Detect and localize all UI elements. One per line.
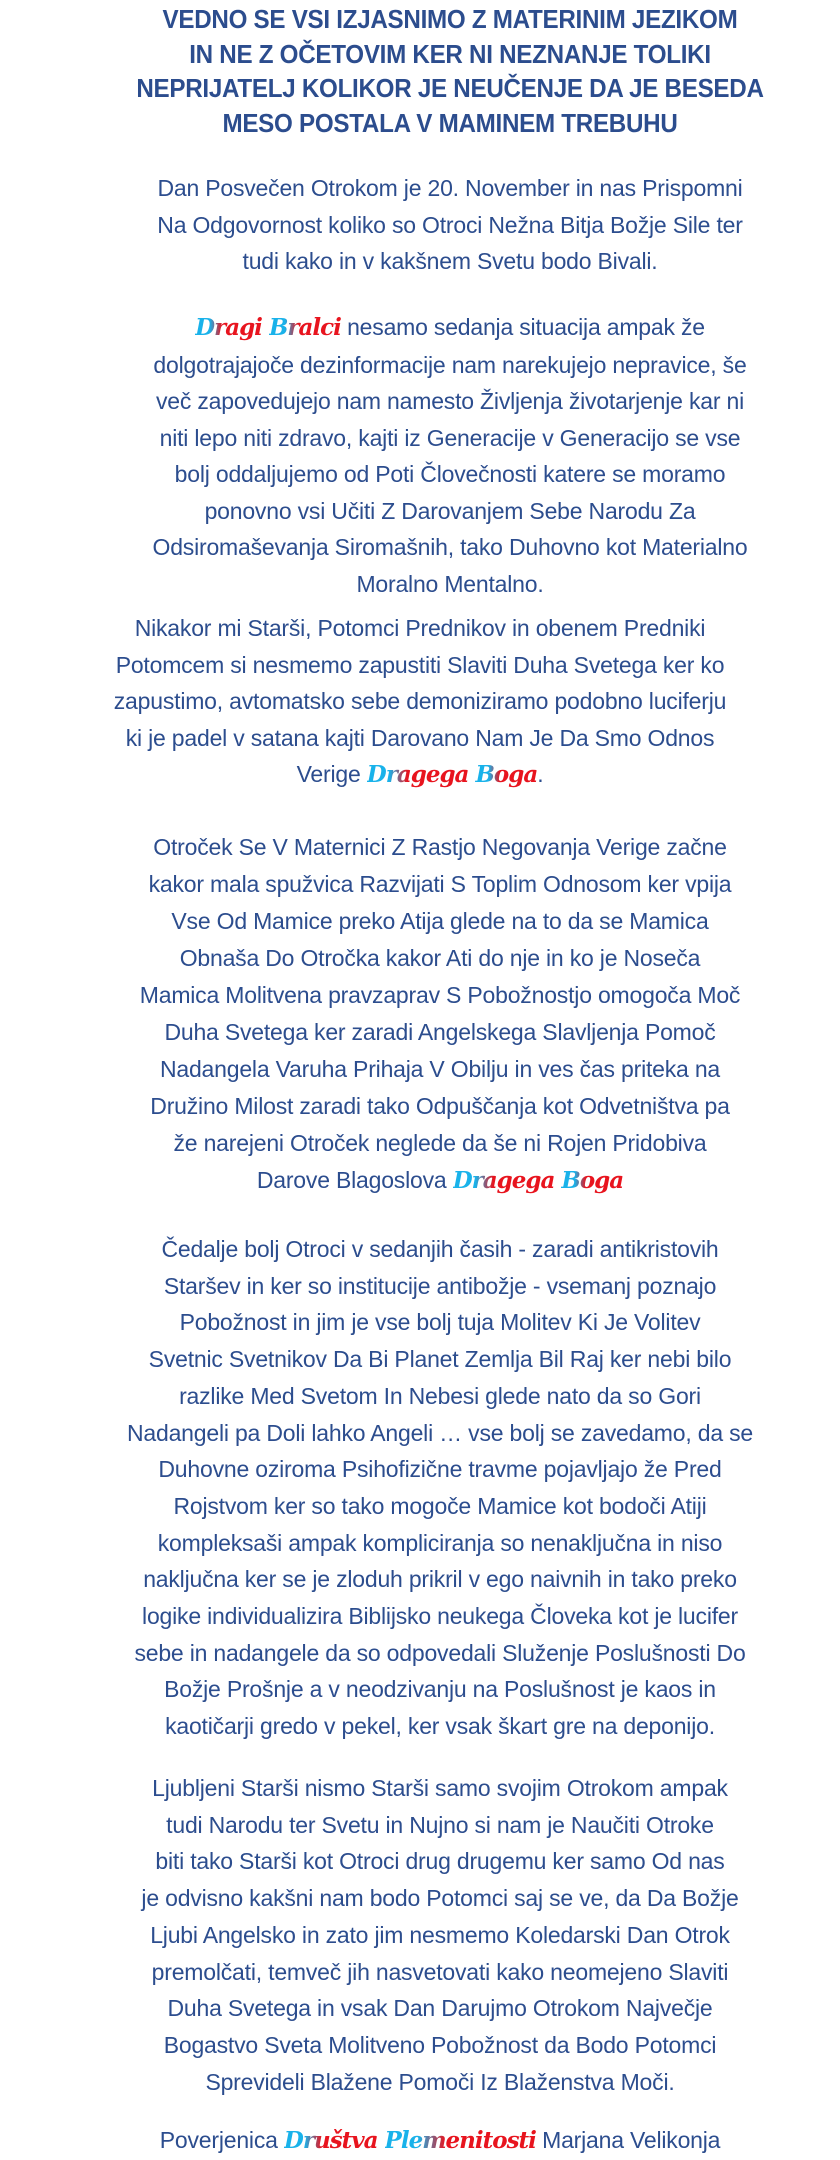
heading-line: MESO POSTALA V MAMINEM TREBUHU xyxy=(222,107,678,138)
text-line: kakor mala spužvica Razvijati S Toplim Odnosom ker vpija xyxy=(148,871,732,897)
text-segment: . xyxy=(537,761,544,787)
highlight-word: Dragega xyxy=(453,1162,555,1199)
text-line: Na Odgovornost koliko so Otroci Nežna Bitja Božje Sile ter xyxy=(157,211,743,238)
text-line: ki je padel v satana kajti Darovano Nam Je Da Smo Odnos xyxy=(125,724,715,751)
text-line: razlike Med Svetom In Nebesi glede nato da so Gori xyxy=(179,1382,701,1409)
text-line xyxy=(0,756,840,794)
highlight-word: Bralci xyxy=(269,310,341,347)
text-line: Rojstvom ker so tako mogoče Mamice kot bodoči Atiji xyxy=(173,1492,707,1519)
decorative-highlight xyxy=(195,314,341,341)
text-segment: Verige xyxy=(296,761,367,787)
highlight-word: Dragi xyxy=(195,310,262,347)
highlight-word: Dragega xyxy=(367,757,469,794)
text-line xyxy=(30,309,840,347)
text-line: sebe in nadangele da so odpovedali Služenje Poslušnosti Do xyxy=(134,1639,746,1666)
paragraph xyxy=(20,829,840,1199)
paragraph xyxy=(20,1231,840,1745)
paragraph xyxy=(20,2122,840,2160)
document-heading xyxy=(59,2,840,140)
text-line: Duha Svetega in vsak Dan Darujmo Otrokom Največje xyxy=(167,1995,713,2022)
text-line: premolčati, temveč jih nasvetovati kako neomejeno Slaviti xyxy=(151,1958,729,1985)
text-line: Ljubljeni Starši nismo Starši samo svojim Otrokom ampak xyxy=(152,1775,728,1801)
text-line: Nadangeli pa Doli lahko Angeli … vse bolj se zavedamo, da se xyxy=(127,1419,753,1446)
text-line: Ljubi Angelsko in zato jim nesmemo Koledarski Dan Otrok xyxy=(150,1921,730,1948)
highlight-word: Boga xyxy=(475,757,537,794)
paragraph xyxy=(30,309,840,602)
text-line: Duha Svetega ker zaradi Angelskega Slavljenja Pomoč xyxy=(164,1019,716,1045)
text-line: naključna ker se je zloduh prikril v ego naivnih in tako preko xyxy=(143,1566,737,1593)
highlight-word: Društva xyxy=(284,2123,378,2160)
text-line: že narejeni Otroček neglede da še ni Rojen Pridobiva xyxy=(173,1130,707,1156)
heading-line: VEDNO SE VSI IZJASNIMO Z MATERINIM JEZIKOM xyxy=(162,4,738,34)
text-segment: nesamo sedanja situacija ampak že xyxy=(340,314,705,340)
text-line: Božje Prošnje a v neodzivanju na Poslušnost je kaos in xyxy=(164,1676,716,1703)
text-line: niti lepo niti zdravo, kajti iz Generacije v Generacijo se vse xyxy=(159,424,741,451)
highlight-word: Boga xyxy=(561,1162,623,1199)
text-line: kompleksaši ampak kompliciranja so nenaključna in niso xyxy=(157,1529,723,1556)
text-line: bolj oddaljujemo od Poti Človečnosti katere se moramo xyxy=(174,461,726,487)
text-line: Pobožnost in jim je vse bolj tuja Molitev Ki Je Volitev xyxy=(179,1309,701,1336)
highlight-word: Plemenitosti xyxy=(385,2123,536,2160)
text-line: Nadangela Varuha Prihaja V Obilju in ves čas priteka na xyxy=(159,1056,721,1082)
text-line: Družino Milost zaradi tako Odpuščanja kot Odvetništva pa xyxy=(150,1093,730,1119)
text-line: ponovno vsi Učiti Z Darovanjem Sebe Narodu Za xyxy=(204,497,696,524)
text-line: dolgotrajajoče dezinformacije nam narekujejo nepravice, še xyxy=(153,351,747,378)
text-line: logike individualizira Biblijsko neukega Človeka kot je lucifer xyxy=(142,1603,738,1630)
text-line: Duhovne oziroma Psihofizične travme pojavljajo že Pred xyxy=(158,1456,722,1483)
text-line: Vse Od Mamice preko Atija glede na to da se Mamica xyxy=(171,908,709,934)
paragraph xyxy=(0,610,840,794)
heading-line: NEPRIJATELJ KOLIKOR JE NEUČENJE DA JE BESEDA xyxy=(136,73,764,103)
decorative-highlight xyxy=(367,761,537,788)
text-line: Otroček Se V Maternici Z Rastjo Negovanja Verige začne xyxy=(153,834,727,860)
text-line: Nikakor mi Starši, Potomci Prednikov in obenem Predniki xyxy=(134,615,706,641)
text-line: Odsiromaševanja Siromašnih, tako Duhovno kot Materialno xyxy=(152,534,748,560)
text-line: Moralno Mentalno. xyxy=(356,570,544,597)
decorative-highlight xyxy=(453,1167,623,1194)
text-segment: Darove Blagoslova xyxy=(256,1167,453,1193)
text-line xyxy=(20,2122,840,2160)
text-line: več zapovedujejo nam namesto Življenja životarjenje kar ni xyxy=(156,388,744,414)
text-line: Potomcem si nesmemo zapustiti Slaviti Duha Svetega ker ko xyxy=(115,651,725,678)
paragraph xyxy=(20,1770,840,2100)
text-segment: Poverjenica xyxy=(159,2127,284,2153)
paragraph xyxy=(30,170,840,280)
text-line: tudi Narodu ter Svetu in Nujno si nam je Naučiti Otroke xyxy=(166,1811,714,1838)
text-line: Dan Posvečen Otrokom je 20. November in nas Prispomni xyxy=(157,175,743,201)
text-line: Svetnic Svetnikov Da Bi Planet Zemlja Bil Raj ker nebi bilo xyxy=(148,1346,732,1373)
text-line: Mamica Molitvena pravzaprav S Pobožnostjo omogoča Moč xyxy=(139,982,741,1008)
text-line: Čedalje bolj Otroci v sedanjih časih - zaradi antikristovih xyxy=(161,1236,719,1262)
text-line: biti tako Starši kot Otroci drug drugemu ker samo Od nas xyxy=(155,1848,725,1875)
text-line: Obnaša Do Otročka kakor Ati do nje in ko je Noseča xyxy=(179,945,701,971)
text-line: tudi kako in v kakšnem Svetu bodo Bivali. xyxy=(242,248,658,274)
text-line: kaotičarji gredo v pekel, ker vsak škart gre na deponijo. xyxy=(165,1713,715,1740)
text-line: je odvisno kakšni nam bodo Potomci saj se ve, da Da Božje xyxy=(141,1885,739,1912)
text-line: Staršev in ker so institucije antibožje - vsemanj poznajo xyxy=(163,1272,717,1299)
text-line: zapustimo, avtomatsko sebe demoniziramo podobno luciferju xyxy=(113,688,727,714)
decorative-highlight xyxy=(284,2127,536,2154)
text-line: Sprevideli Blažene Pomoči Iz Blaženstva Moči. xyxy=(205,2068,675,2095)
text-segment: Marjana Velikonja xyxy=(535,2127,721,2153)
heading-line: IN NE Z OČETOVIM KER NI NEZNANJE TOLIKI xyxy=(189,38,711,69)
text-line xyxy=(20,1162,840,1199)
text-line: Bogastvo Sveta Molitveno Pobožnost da Bodo Potomci xyxy=(163,2031,717,2058)
